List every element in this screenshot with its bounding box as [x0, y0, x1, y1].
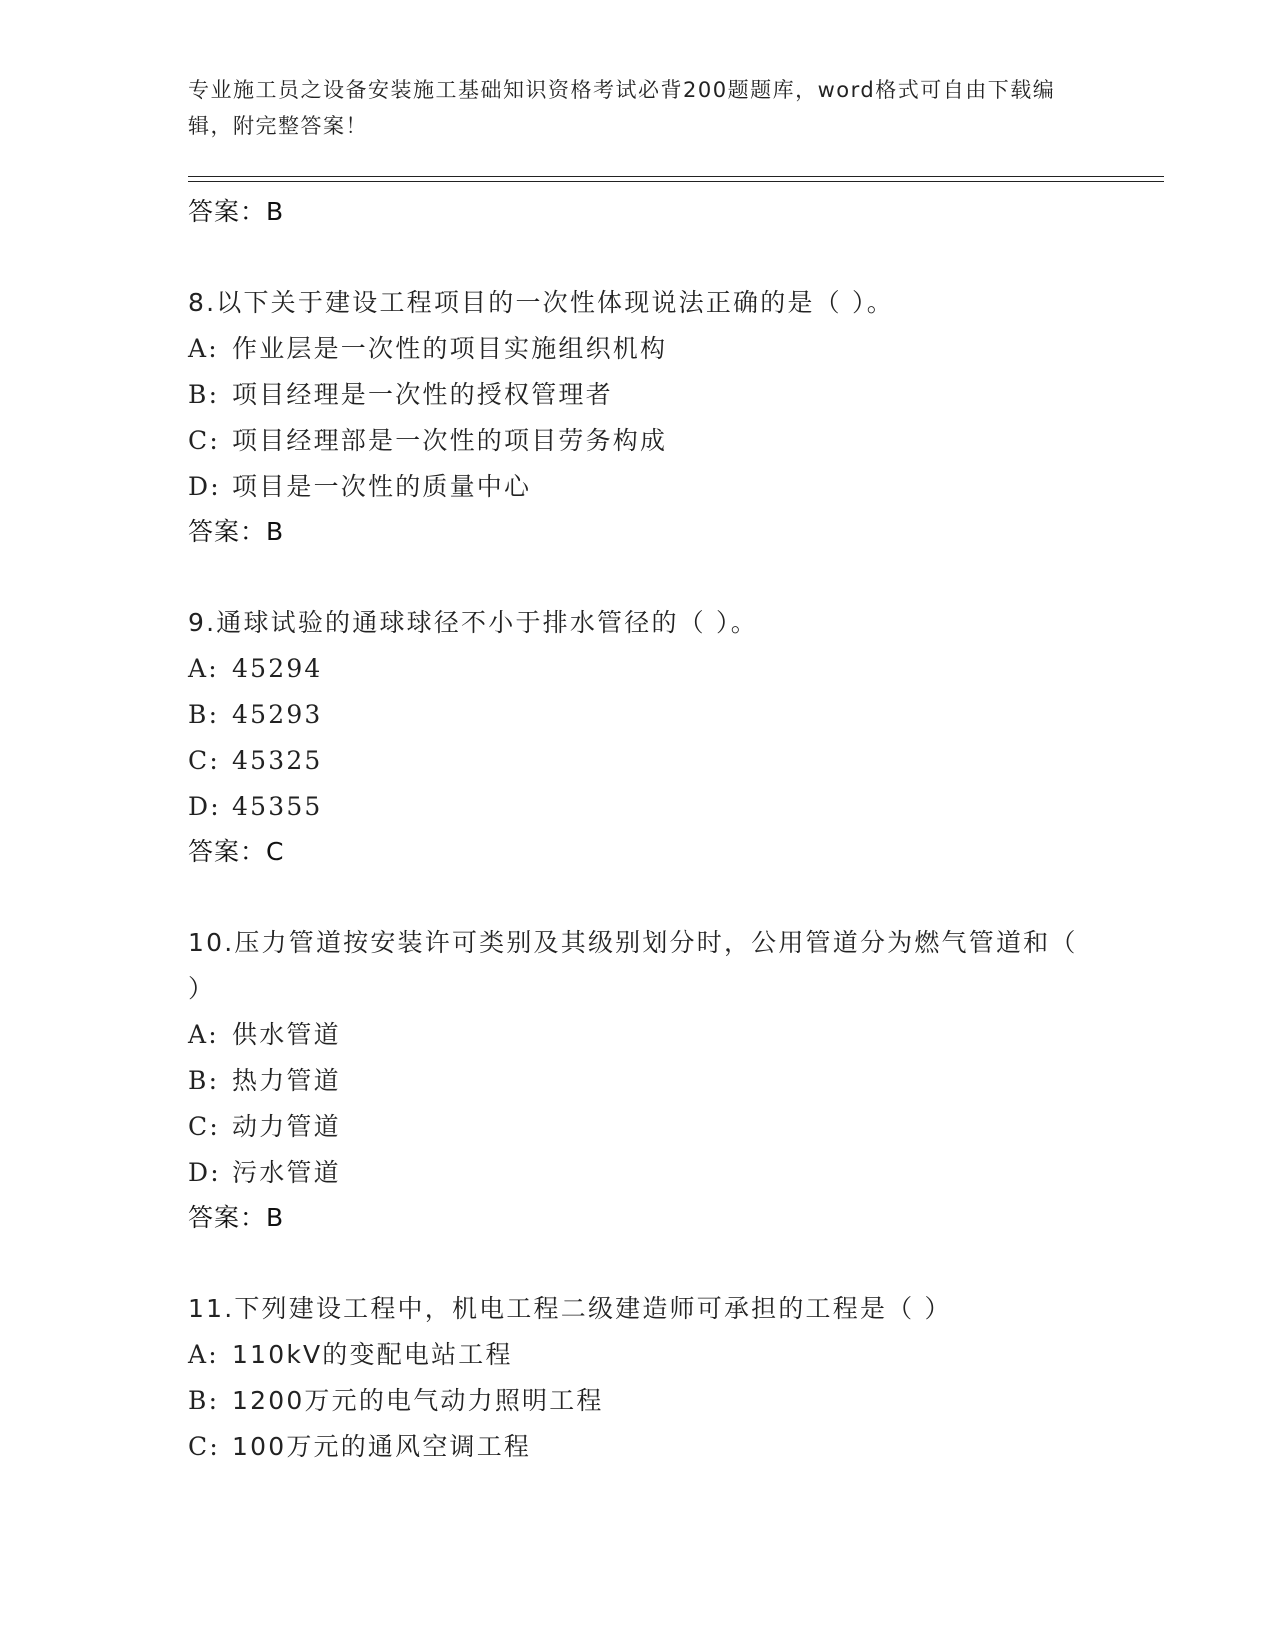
- option-text: 项目经理部是一次性的项目劳务构成: [232, 426, 668, 455]
- option-text: 45293: [232, 700, 323, 729]
- option-key: C:: [188, 1432, 220, 1461]
- option-b: [188, 1058, 1088, 1104]
- option-key: B:: [188, 380, 220, 409]
- question-stem: 10.压力管道按安装许可类别及其级别划分时，公用管道分为燃气管道和（ ）: [188, 928, 1078, 1003]
- option-text: 污水管道: [232, 1158, 341, 1187]
- option-c: [188, 738, 1088, 784]
- question-stem: 9.通球试验的通球球径不小于排水管径的（ ）。: [188, 608, 758, 637]
- option-key: B:: [188, 1066, 220, 1095]
- document-header: 专业施工员之设备安装施工基础知识资格考试必背200题题库，word格式可自由下载编辑，附完整答案！: [188, 78, 1056, 138]
- option-b: [188, 692, 1088, 738]
- option-c: [188, 418, 1088, 464]
- option-key: A:: [188, 334, 219, 363]
- answer-line: 答案：B: [188, 517, 285, 546]
- question-10: [188, 920, 1088, 1240]
- option-d: [188, 464, 1088, 510]
- option-d: [188, 1150, 1088, 1196]
- option-a: [188, 1332, 1088, 1378]
- question-11: [188, 1286, 1088, 1470]
- option-text: 45355: [232, 792, 323, 821]
- answer-line: 答案：B: [188, 1203, 285, 1232]
- option-key: A:: [188, 654, 219, 683]
- header-double-rule: [188, 176, 1164, 182]
- option-text: 项目经理是一次性的授权管理者: [232, 380, 613, 409]
- option-text: 动力管道: [232, 1112, 341, 1141]
- option-key: D:: [188, 1158, 221, 1187]
- option-c: [188, 1104, 1088, 1150]
- option-text: 作业层是一次性的项目实施组织机构: [232, 334, 668, 363]
- option-text: 45325: [232, 746, 323, 775]
- question-stem: 11.下列建设工程中，机电工程二级建造师可承担的工程是（ ）: [188, 1294, 952, 1323]
- option-text: 100万元的通风空调工程: [232, 1432, 532, 1461]
- option-key: C:: [188, 746, 220, 775]
- option-b: [188, 372, 1088, 418]
- option-text: 45294: [232, 654, 323, 683]
- option-text: 项目是一次性的质量中心: [232, 472, 532, 501]
- option-text: 1200万元的电气动力照明工程: [232, 1386, 604, 1415]
- option-text: 110kV的变配电站工程: [232, 1340, 513, 1369]
- option-key: D:: [188, 792, 221, 821]
- option-d: [188, 784, 1088, 830]
- option-text: 供水管道: [232, 1020, 341, 1049]
- option-key: A:: [188, 1340, 219, 1369]
- option-text: 热力管道: [232, 1066, 341, 1095]
- question-8: [188, 280, 1088, 554]
- question-9: [188, 600, 1088, 874]
- question-stem: 8.以下关于建设工程项目的一次性体现说法正确的是（ ）。: [188, 288, 894, 317]
- answer-line: 答案：C: [188, 837, 285, 866]
- option-key: A:: [188, 1020, 219, 1049]
- option-a: [188, 646, 1088, 692]
- option-key: B:: [188, 1386, 220, 1415]
- question-list: [188, 190, 1088, 1470]
- option-b: [188, 1378, 1088, 1424]
- option-a: [188, 326, 1088, 372]
- option-a: [188, 1012, 1088, 1058]
- option-key: C:: [188, 426, 220, 455]
- option-key: C:: [188, 1112, 220, 1141]
- answer-line: 答案：B: [188, 197, 285, 226]
- option-key: B:: [188, 700, 220, 729]
- option-key: D:: [188, 472, 221, 501]
- option-c: [188, 1424, 1088, 1470]
